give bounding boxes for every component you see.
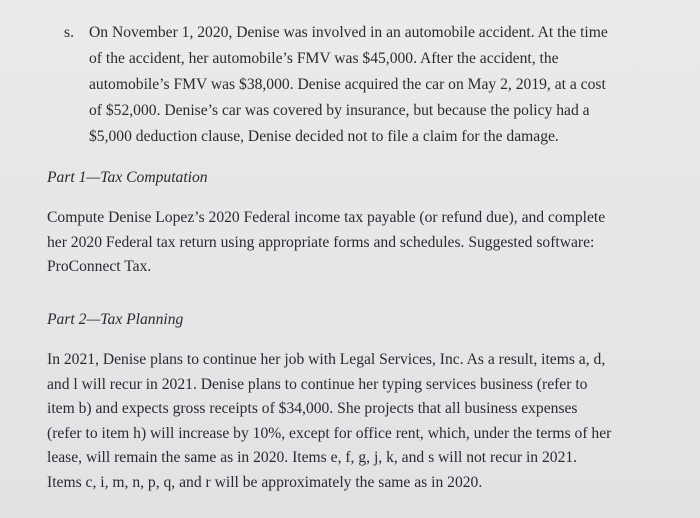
item-s-letter: s. [64, 24, 74, 41]
part2-line: (refer to item h) will increase by 10%, except for office rent, which, under the terms of her [47, 424, 612, 442]
part2-heading: Part 2—Tax Planning [47, 311, 184, 328]
item-s-text [89, 20, 694, 150]
item-s-line: of the accident, her automobile’s FMV was $45,000. After the accident, the [89, 50, 559, 67]
item-s [64, 20, 694, 150]
part2-line: and l will recur in 2021. Denise plans to continue her typing services business (refer to [47, 375, 588, 393]
part2-line: Items c, i, m, n, p, q, and r will be approximately the same as in 2020. [47, 473, 483, 491]
part2-line: lease, will remain the same as in 2020. Items e, f, g, j, k, and s will not recur in 2021. [47, 449, 578, 466]
item-s-line: $5,000 deduction clause, Denise decided not to file a claim for the damage. [89, 128, 559, 145]
part1-line: her 2020 Federal tax return using appropriate forms and schedules. Suggested software: [47, 233, 595, 251]
item-s-line: of $52,000. Denise’s car was covered by insurance, but because the policy had a [89, 102, 590, 119]
part1-line: Compute Denise Lopez’s 2020 Federal income tax payable (or refund due), and complete [47, 209, 606, 226]
item-s-line: automobile’s FMV was $38,000. Denise acquired the car on May 2, 2019, at a cost [89, 76, 606, 93]
part2-line: In 2021, Denise plans to continue her job with Legal Services, Inc. As a result, items a, d, [47, 351, 606, 368]
part2-paragraph [47, 348, 700, 495]
item-s-line: On November 1, 2020, Denise was involved in an automobile accident. At the time [89, 24, 608, 41]
part2-line: item b) and expects gross receipts of $34,000. She projects that all business expenses [47, 400, 578, 417]
part1-line: ProConnect Tax. [47, 258, 152, 275]
part1-heading: Part 1—Tax Computation [47, 169, 208, 186]
part1-paragraph [47, 206, 700, 280]
